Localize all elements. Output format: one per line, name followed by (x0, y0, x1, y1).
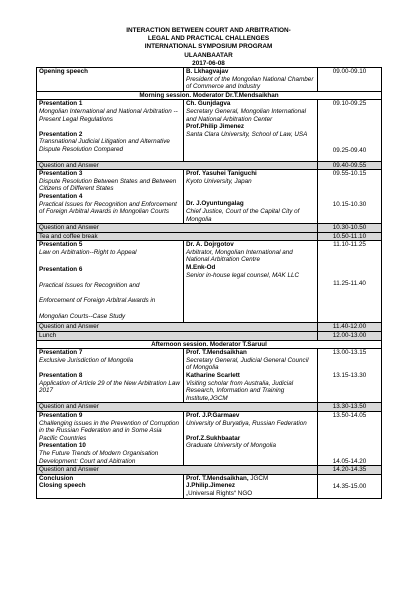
row-closing (37, 474, 382, 498)
afternoon-session-label: Afternoon session. Moderator T.Saruul (37, 340, 382, 349)
opening-speaker: B. Lkhagvajav (186, 68, 229, 75)
row-p5-p6 (37, 241, 382, 323)
p1-time: 09.10-09.25 (332, 100, 367, 108)
p4-speaker: Dr. J.Oyuntungalag (186, 200, 244, 208)
p1-p2-times (318, 100, 382, 161)
p6-topic-line-1: Practical Issues for Recognition and (39, 281, 140, 289)
header-line-1: INTERACTION BETWEEN COURT AND ARBITRATION- (126, 27, 291, 34)
program-table (36, 67, 382, 499)
qa2-time: 10.30-10.50 (318, 224, 382, 233)
p4-role: Chief Justice, Court of the Capital City of Mongolia (186, 207, 300, 223)
p8-topic: Application of Article 29 of the New Arbitration Law 2017 (39, 379, 180, 395)
p7-title: Presentation 7 (39, 349, 83, 357)
p10-time: 14.05-14.20 (332, 457, 367, 465)
p10-title: Presentation 10 (39, 442, 86, 450)
p7-time: 13.00-13.15 (332, 349, 367, 357)
p5-p6-topics (37, 241, 184, 323)
p9-title: Presentation 9 (39, 411, 83, 419)
p10-speaker: Prof.Z.Sukhbaatar (186, 434, 241, 442)
p2-role: Santa Clara University, School of Law, USA (186, 130, 308, 138)
row-qa-5 (37, 466, 382, 475)
p6-topic-line-2: Enforcement of Foreign Arbitral Awards in (39, 297, 156, 305)
closing-speaker-1-affiliation: JGCM (248, 474, 269, 482)
header-date: 2017-06-08 (192, 59, 225, 67)
row-qa-2 (37, 224, 382, 233)
p1-p2-speakers (184, 100, 318, 161)
p3-time: 09.55-10.15 (332, 170, 367, 178)
row-afternoon-session (37, 340, 382, 349)
opening-role: President of the Mongolian National Chamber of Commerce and Industry (186, 75, 314, 91)
p9-topic: Challenging issues in the Prevention of Corruption in the Russian Federation and in Some Asia Pacific Countries (39, 419, 180, 442)
header-line-4: ULAANBAATAR (184, 51, 233, 59)
closing-titles (37, 474, 184, 498)
p3-topic: Dispute Resolution Between States and Between Citizens of Different States (39, 177, 177, 193)
morning-session-label: Morning session. Moderator Dr.T.Mendsaikhan (37, 91, 382, 100)
lunch-time: 12.00-13.00 (318, 332, 382, 341)
p9-p10-speakers (184, 411, 318, 465)
p5-role: Arbitrator, Mongolian International and National Arbitration Centre (186, 248, 293, 264)
p5-topic: Law on Arbitration--Right to Appeal (39, 248, 137, 256)
p7-role: Secretary General, Judicial General Council of Mongolia (186, 356, 309, 372)
document-header (36, 27, 381, 68)
closing-speech-title: Closing speech (39, 482, 86, 490)
p2-time: 09.25-09.40 (332, 146, 367, 154)
conclusion-title: Conclusion (39, 474, 74, 482)
closing-time: 14.35-15.00 (332, 482, 367, 490)
closing-speakers (184, 474, 318, 498)
qa1-time: 09.40-09.55 (318, 161, 382, 170)
p7-p8-topics (37, 349, 184, 403)
p10-role: Graduate University of Mongolia (186, 442, 276, 450)
qa5-label: Question and Answer (37, 466, 318, 475)
p5-p6-times (318, 241, 382, 323)
p10-topic: The Future Trends of Modern Organisation Development: Court and Abitration (39, 449, 159, 465)
p7-topic: Exclusive Jurisdiction of Mongolia (39, 356, 134, 364)
lunch-label: Lunch (37, 332, 318, 341)
p4-time: 10.15-10.30 (332, 200, 367, 208)
closing-speaker-2: J.Philip.Jimenez (186, 482, 235, 490)
row-opening (37, 68, 382, 92)
qa4-label: Question and Answer (37, 403, 318, 412)
p4-topic: Practical Issues for Recognition and Enforcement of Foreign Arbitral Awards in Mongolian Courts (39, 200, 177, 216)
opening-time: 09.00-09.10 (318, 68, 382, 92)
qa5-time: 14.20-14.35 (318, 466, 382, 475)
p5-title: Presentation 5 (39, 241, 83, 249)
p8-title: Presentation 8 (39, 372, 83, 379)
p3-speaker: Prof. Yasuhei Taniguchi (186, 170, 257, 178)
p6-time: 11.25-11.40 (333, 279, 366, 287)
p2-topic: Transnational Judicial Litigation and Alternative Dispute Resolution Compared (39, 138, 170, 153)
header-line-3: INTERNATIONAL SYMPOSIUM PROGRAM (144, 43, 273, 51)
p7-p8-times (318, 349, 382, 403)
p9-p10-topics (37, 411, 184, 465)
p6-title: Presentation 6 (39, 266, 83, 274)
row-p9-p10 (37, 411, 382, 465)
row-p3-p4 (37, 170, 382, 224)
p8-time: 13.15-13.30 (332, 371, 367, 379)
row-tea-break (37, 232, 382, 241)
p5-p6-speakers (184, 241, 318, 323)
p9-p10-times (318, 411, 382, 465)
p9-speaker: Prof. J.P.Garmaev (186, 411, 240, 419)
opening-speaker-cell (184, 68, 318, 92)
closing-time-cell (318, 474, 382, 498)
p3-p4-topics (37, 170, 184, 224)
qa3-time: 11.40-12.00 (318, 323, 382, 332)
p1-role: Secretary General, Mongolian International and National Arbitration Center (186, 107, 307, 123)
row-qa-4 (37, 403, 382, 412)
p1-title: Presentation 1 (39, 100, 83, 108)
p7-p8-speakers (184, 349, 318, 403)
p1-topic: Mongolian International and National Arbitration --Present Legal Regulations (39, 107, 178, 123)
p2-title: Presentation 2 (39, 130, 83, 138)
p1-speaker: Ch. Gunjdagva (186, 100, 231, 108)
qa1-label: Question and Answer (37, 161, 318, 170)
row-p7-p8 (37, 349, 382, 403)
closing-speaker-1: Prof. T.Mendsaikhan, (186, 474, 249, 482)
row-qa-1 (37, 161, 382, 170)
p9-time: 13.50-14.05 (332, 411, 367, 419)
qa4-time: 13.30-13.50 (318, 403, 382, 412)
p8-role: Visiting scholar from Australia, Judicial Research, Information and Training Institute,JGCM (186, 379, 294, 402)
p6-speaker: M.Enk-Od (186, 264, 216, 272)
p9-role: University of Buryatiya, Russian Federation (186, 419, 307, 427)
p3-role: Kyoto University, Japan (186, 177, 252, 185)
p6-role: Senior in-house legal counsel, MAK LLC (186, 271, 300, 279)
header-line-2: LEGAL AND PRACTICAL CHALLENGES (147, 35, 270, 43)
p5-time: 11.10-11.25 (333, 241, 366, 249)
tea-label: Tea and coffee break (37, 232, 318, 241)
p4-title: Presentation 4 (39, 192, 83, 200)
closing-speaker-2-role: „Universal Rights“ NGO (186, 489, 253, 497)
p8-speaker: Katharine Scarlett (186, 372, 240, 379)
p3-title: Presentation 3 (39, 170, 83, 178)
p7-speaker: Prof. T.Mendsaikhan (186, 349, 247, 357)
p3-p4-speakers (184, 170, 318, 224)
qa2-label: Question and Answer (37, 224, 318, 233)
p6-topic-line-3: Mongolian Courts--Case Study (39, 312, 126, 320)
row-p1-p2 (37, 100, 382, 161)
p5-speaker: Dr. A. Dojrgotov (186, 241, 234, 249)
row-morning-session (37, 91, 382, 100)
qa3-label: Question and Answer (37, 323, 318, 332)
row-qa-3 (37, 323, 382, 332)
opening-title: Opening speech (37, 68, 184, 92)
tea-time: 10.50-11.10 (318, 232, 382, 241)
row-lunch (37, 332, 382, 341)
p3-p4-times (318, 170, 382, 224)
p2-speaker: Prof.Philip Jimenez (186, 123, 245, 131)
p1-p2-topics (37, 100, 184, 161)
